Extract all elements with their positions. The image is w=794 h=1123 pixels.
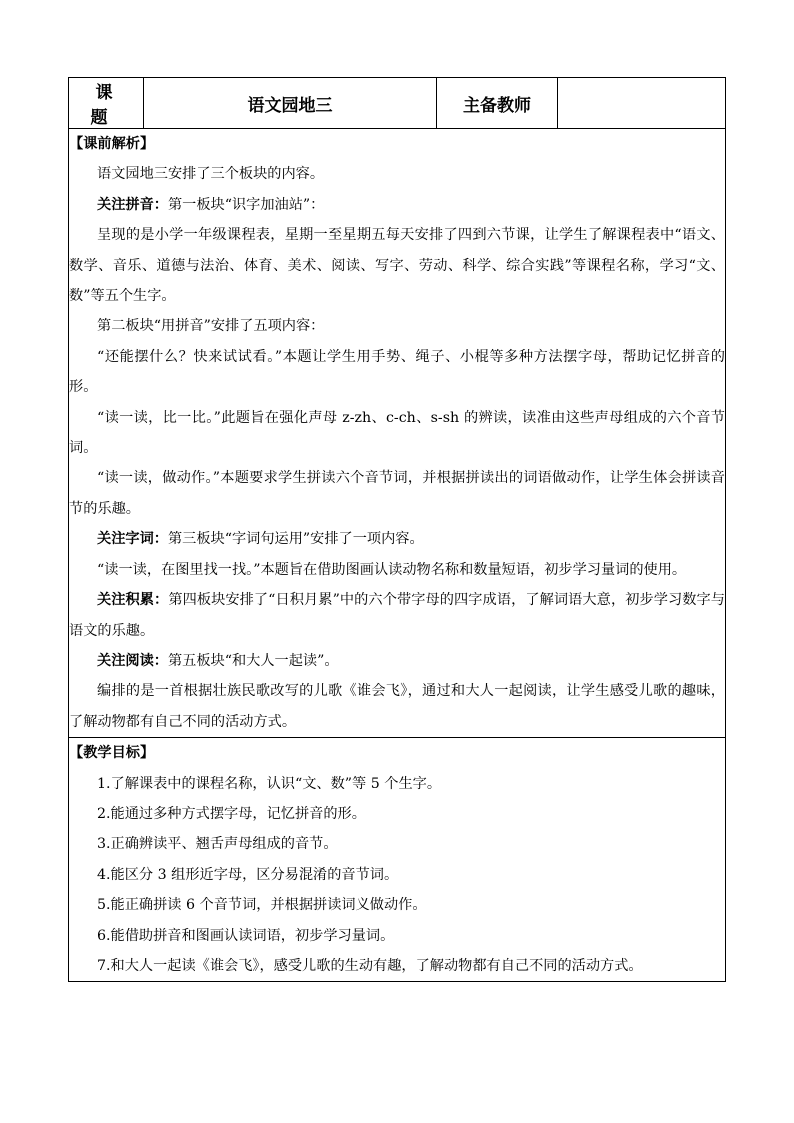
goal-item: 6.能借助拼音和图画认读词语，初步学习量词。: [97, 927, 395, 944]
analysis-row: [69, 129, 726, 738]
analysis-paragraph: “读一读，做动作。”本题要求学生拼读六个音节词，并根据拼读出的词语做动作，让学生体会拼读音节的乐趣。: [69, 470, 725, 517]
analysis-paragraph: 编排的是一首根据壮族民歌改写的儿歌《谁会飞》，通过和大人一起阅读，让学生感受儿歌的趣味，了解动物都有自己不同的活动方式。: [69, 683, 725, 730]
analysis-paragraph: [69, 646, 725, 676]
focus-pinyin-label: 关注拼音：: [97, 196, 168, 213]
analysis-paragraph: 语文园地三安排了三个板块的内容。: [97, 166, 325, 183]
teacher-label: 主备教师: [463, 95, 531, 116]
analysis-paragraph: 呈现的是小学一年级课程表，星期一至星期五每天安排了四到六节课，让学生了解课程表中“语文、数学、音乐、道德与法治、体育、美术、阅读、写字、劳动、科学、综合实践”等课程名称，学习“文、数”等五个生字。: [69, 227, 725, 305]
goal-item: 2.能通过多种方式摆字母，记忆拼音的形。: [97, 805, 366, 822]
topic-cell: [144, 78, 437, 129]
analysis-text: 第一板块“识字加油站”：: [167, 196, 325, 213]
goals-title: 【教学目标】: [69, 745, 155, 762]
topic-title: 语文园地三: [247, 95, 333, 116]
analysis-paragraph: “读一读，比一比。”此题旨在强化声母 z-zh、c-ch、s-sh 的辨读，读准由这些声母组成的六个音节词。: [69, 409, 725, 457]
analysis-paragraph: “还能摆什么？快来试试看。”本题让学生用手势、绳子、小棍等多种方法摆字母，帮助记忆拼音的形。: [69, 348, 725, 396]
focus-reading-label: 关注阅读：: [97, 652, 168, 669]
analysis-text: 第四板块安排了“日积月累”中的六个带字母的四字成语，了解词语大意，初步学习数字与语文的乐趣。: [69, 592, 725, 639]
goal-item: 3.正确辨读平、翘舌声母组成的音节。: [97, 836, 338, 853]
teacher-cell[interactable]: [558, 78, 726, 129]
goal-item: 5.能正确拼读 6 个音节词，并根据拼读词义做动作。: [97, 897, 427, 914]
goal-item: 7.和大人一起读《谁会飞》，感受儿歌的生动有趣，了解动物都有自己不同的活动方式。: [97, 957, 643, 974]
lesson-plan-table: [68, 77, 726, 982]
topic-label: 课 题: [90, 83, 127, 128]
analysis-text: 第五板块“和大人一起读”。: [167, 652, 339, 669]
analysis-section: [69, 129, 726, 738]
analysis-paragraph: “读一读，在图里找一找。”本题旨在借助图画认读动物名称和数量短语，初步学习量词的使用。: [97, 561, 687, 578]
focus-words-label: 关注字词：: [97, 531, 168, 548]
analysis-paragraph: [69, 524, 725, 554]
teacher-label-cell: [437, 78, 558, 129]
goals-section: [69, 738, 726, 982]
focus-accumulation-label: 关注积累：: [97, 592, 169, 609]
goal-item: 1.了解课表中的课程名称，认识“文、数”等 5 个生字。: [97, 775, 442, 792]
analysis-paragraph: [69, 585, 725, 646]
analysis-text: 第三板块“字词句运用”安排了一项内容。: [167, 531, 424, 548]
topic-label-cell: [69, 78, 144, 129]
analysis-paragraph: [69, 190, 725, 220]
analysis-paragraph: 第二板块“用拼音”安排了五项内容：: [97, 318, 325, 335]
analysis-title: 【课前解析】: [69, 136, 155, 152]
goal-item: 4.能区分 3 组形近字母，区分易混淆的音节词。: [97, 866, 399, 883]
header-row: [69, 78, 726, 129]
goals-row: [69, 738, 726, 982]
